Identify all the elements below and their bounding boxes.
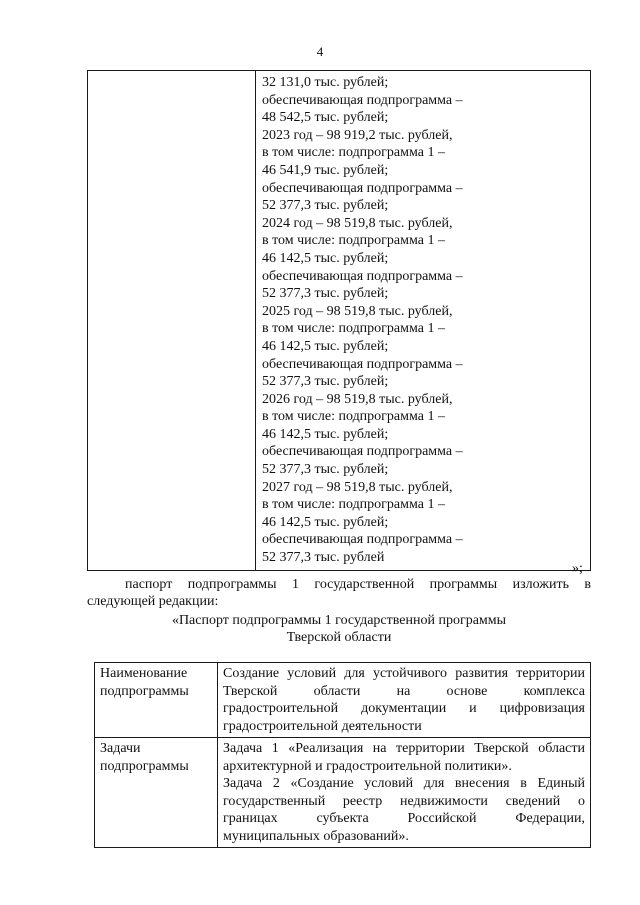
row-label <box>95 738 218 848</box>
paragraph-line: паспорт подпрограммы 1 государственной программы изложить в <box>125 577 591 592</box>
funding-line: в том числе: подпрограмма 1 – <box>262 233 445 249</box>
passport-title-line: «Паспорт подпрограммы 1 государственной программы <box>171 613 507 628</box>
page-number: 4 <box>316 44 324 59</box>
funding-line: 46 541,9 тыс. рублей; <box>262 162 389 178</box>
row-value <box>218 738 591 848</box>
amendment-paragraph <box>87 577 591 610</box>
passport-title-line: Тверской области <box>286 630 392 645</box>
funding-line: 52 377,3 тыс. рублей; <box>262 198 389 214</box>
label-line: подпрограммы <box>100 758 189 774</box>
row-value <box>218 663 591 738</box>
funding-line: 52 377,3 тыс. рублей; <box>262 286 389 302</box>
row-label <box>95 663 218 738</box>
label-line: подпрограммы <box>100 683 189 699</box>
funding-line: 2027 год – 98 519,8 тыс. рублей, <box>262 479 453 495</box>
value-line: градостроительной документации и цифровизация <box>223 701 585 716</box>
value-line: градостроительной деятельности <box>223 718 422 734</box>
value-line: Задача 2 «Создание условий для внесения в Единый <box>223 776 585 791</box>
funding-line: 52 377,3 тыс. рублей; <box>262 374 389 390</box>
funding-line: 2025 год – 98 519,8 тыс. рублей, <box>262 303 453 319</box>
funding-table <box>87 70 591 571</box>
table-row <box>95 738 591 848</box>
value-line: государственный реестр недвижимости сведений о <box>223 793 585 809</box>
value-line: Создание условий для устойчивого развития территории <box>223 666 585 681</box>
table-row <box>95 663 591 738</box>
funding-line: 46 142,5 тыс. рублей; <box>262 338 389 354</box>
funding-line: 2026 год – 98 519,8 тыс. рублей, <box>262 391 453 407</box>
value-line: муниципальных образований». <box>223 828 409 844</box>
value-line: архитектурной и градостроительной политики». <box>223 758 512 774</box>
funding-line: обеспечивающая подпрограмма – <box>262 180 463 196</box>
table-row <box>88 71 591 571</box>
funding-line: 52 377,3 тыс. рублей; <box>262 462 389 478</box>
funding-line: 48 542,5 тыс. рублей; <box>262 110 389 126</box>
funding-line: 2024 год – 98 519,8 тыс. рублей, <box>262 215 453 231</box>
value-line: Тверской области на основе комплекса <box>223 683 585 699</box>
label-line: Задачи <box>100 741 141 756</box>
label-line: Наименование <box>100 666 188 681</box>
passport-title <box>87 612 591 646</box>
funding-line: 46 142,5 тыс. рублей; <box>262 250 389 266</box>
passport-table <box>94 662 591 848</box>
value-line: границах субъекта Российской Федерации, <box>223 811 585 826</box>
funding-line: в том числе: подпрограмма 1 – <box>262 497 445 513</box>
funding-line: обеспечивающая подпрограмма – <box>262 444 463 460</box>
funding-line: обеспечивающая подпрограмма – <box>262 532 463 548</box>
closing-quote: »; <box>572 561 583 576</box>
funding-line: в том числе: подпрограмма 1 – <box>262 409 445 425</box>
funding-line: обеспечивающая подпрограмма – <box>262 92 463 108</box>
funding-cell <box>256 71 591 571</box>
funding-line: 32 131,0 тыс. рублей; <box>262 75 389 90</box>
funding-line: обеспечивающая подпрограмма – <box>262 356 463 372</box>
paragraph-line: следующей редакции: <box>87 593 219 609</box>
value-line: Задача 1 «Реализация на территории Тверской области <box>223 741 585 756</box>
funding-line: обеспечивающая подпрограмма – <box>262 268 463 284</box>
funding-line: 2023 год – 98 919,2 тыс. рублей, <box>262 127 453 143</box>
empty-label-cell <box>88 71 256 571</box>
funding-line: 46 142,5 тыс. рублей; <box>262 514 389 530</box>
funding-line: 52 377,3 тыс. рублей <box>262 550 385 566</box>
funding-line: 46 142,5 тыс. рублей; <box>262 426 389 442</box>
funding-line: в том числе: подпрограмма 1 – <box>262 321 445 337</box>
funding-line: в том числе: подпрограмма 1 – <box>262 145 445 161</box>
